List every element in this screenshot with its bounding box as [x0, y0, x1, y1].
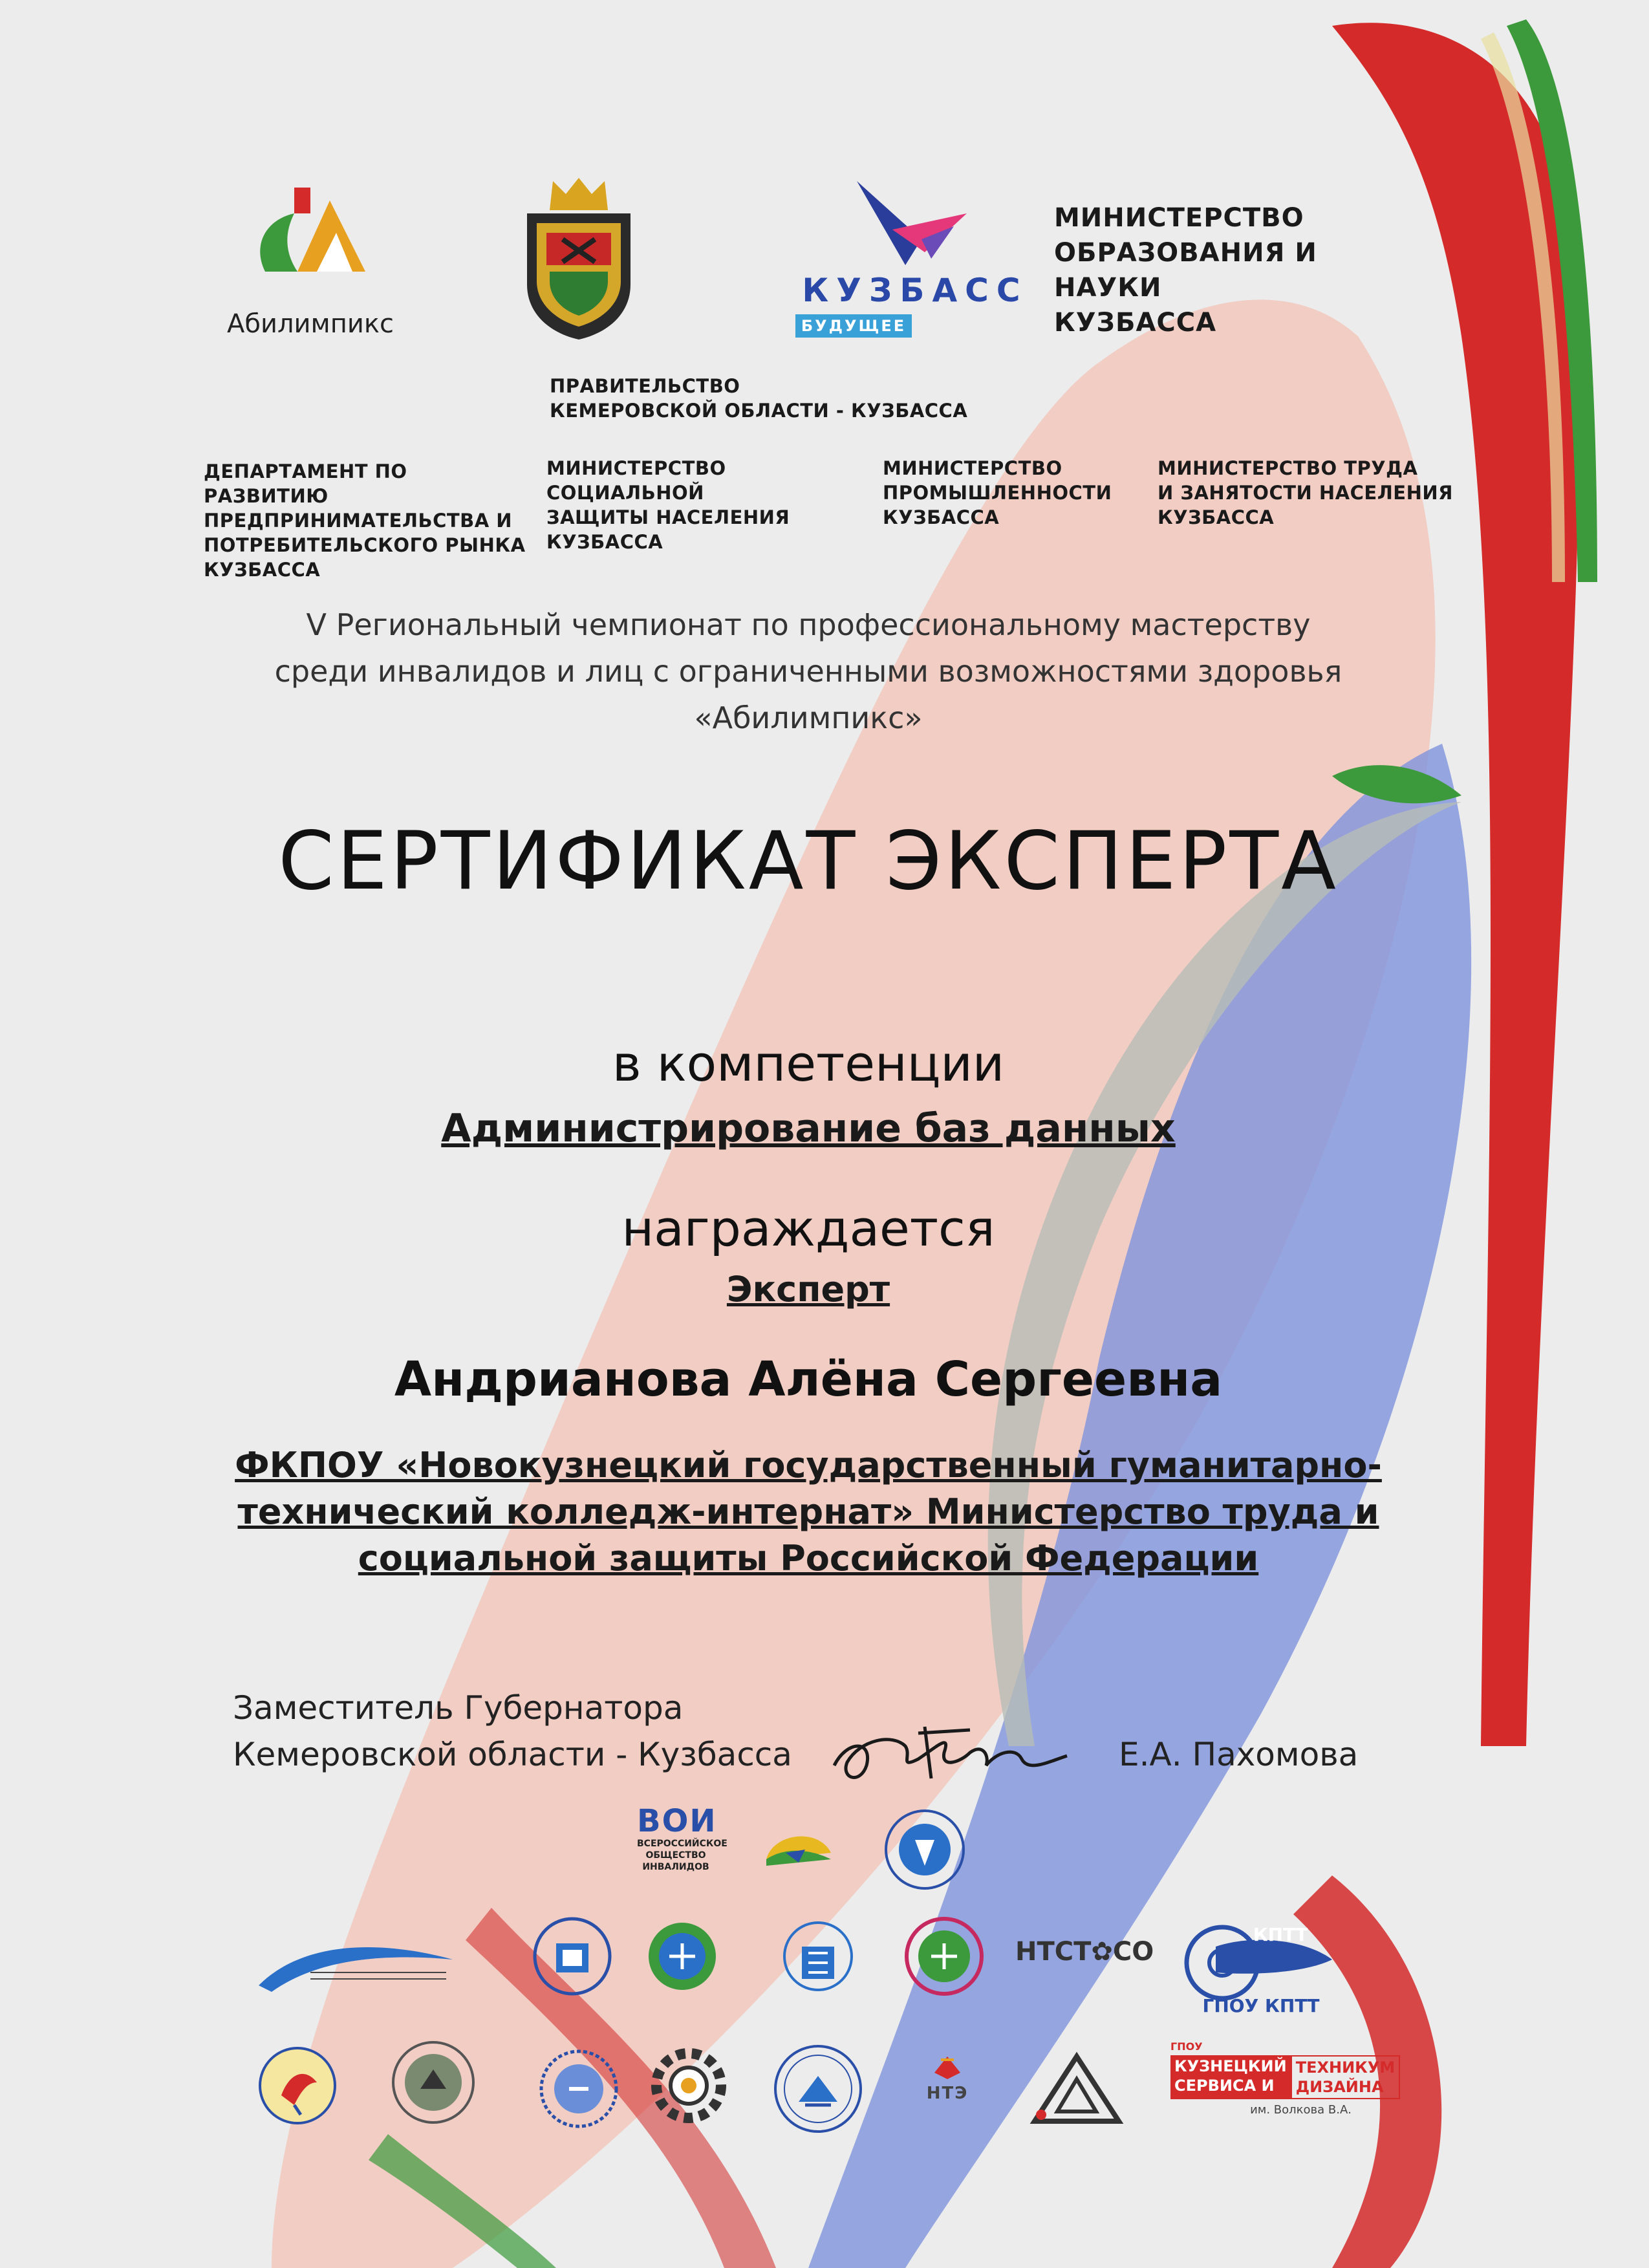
abilympics-logo — [239, 175, 388, 310]
partner-logo-society — [879, 1804, 970, 1895]
government-title: ПРАВИТЕЛЬСТВО КЕМЕРОВСКОЙ ОБЛАСТИ - КУЗБАССА — [550, 375, 968, 422]
partner-logo-emblem — [388, 2037, 479, 2128]
partner-logo-technical-college — [770, 2040, 867, 2137]
partner-logo-seal — [537, 2047, 621, 2131]
coat-of-arms-emblem — [517, 175, 640, 343]
organization-line-1: ФКПОУ «Новокузнецкий государственный гуманитарно- — [235, 1445, 1382, 1485]
department-entrepreneurship: ДЕПАРТАМЕНТ ПО РАЗВИТИЮ ПРЕДПРИНИМАТЕЛЬСТВА И ПОТРЕБИТЕЛЬСКОГО РЫНКА КУЗБАССА — [204, 460, 526, 581]
partner-logo-triangle — [1028, 2050, 1125, 2128]
competence-label: в компетенции — [612, 1035, 1005, 1092]
signer-title-1: Заместитель Губернатора — [233, 1689, 684, 1727]
kptt-top-label: КПТТ — [1253, 1924, 1308, 1945]
partner-logo-globe — [643, 1917, 721, 1995]
partner-logo-wing — [252, 1934, 459, 1998]
ministry-social-protection: МИНИСТЕРСТВО СОЦИАЛЬНОЙ ЗАЩИТЫ НАСЕЛЕНИЯ КУЗБАССА — [546, 457, 790, 553]
certificate-title: СЕРТИФИКАТ ЭКСПЕРТА — [278, 815, 1339, 908]
partner-logo-kutagis — [773, 1908, 863, 1998]
ministry-education-title: МИНИСТЕРСТВО ОБРАЗОВАНИЯ И НАУКИ КУЗБАССА — [1054, 203, 1317, 338]
abilympics-caption: Абилимпикс — [226, 309, 394, 339]
organization-line-3: социальной защиты Российской Федерации — [358, 1538, 1259, 1579]
kptt-bottom-label: ГПОУ КПТТ — [1202, 1995, 1320, 2016]
ministry-industry: МИНИСТЕРСТВО ПРОМЫШЛЕННОСТИ КУЗБАССА — [883, 457, 1112, 528]
event-line-1: V Региональный чемпионат по профессиональному мастерству — [306, 607, 1311, 642]
partner-logo-kuznetsk-technicum: ГПОУ КУЗНЕЦКИЙ СЕРВИСА И ТЕХНИКУМ ДИЗАЙНА им. Волкова В.А. — [1170, 2040, 1352, 2131]
competence-name: Администрирование баз данных — [441, 1106, 1176, 1151]
event-line-2: среди инвалидов и лиц с ограниченными возможностями здоровья — [274, 654, 1342, 689]
signer-name: Е.А. Пахомова — [1119, 1736, 1359, 1773]
ministry-labour: МИНИСТЕРСТВО ТРУДА И ЗАНЯТОСТИ НАСЕЛЕНИЯ КУЗБАССА — [1158, 457, 1453, 528]
kuzbass-sub: БУДУЩЕЕ — [795, 314, 912, 338]
partner-logo-bird — [255, 2044, 339, 2128]
signature-handwriting — [821, 1707, 1093, 1798]
role-name: Эксперт — [726, 1269, 890, 1310]
awarded-label: награждается — [621, 1200, 995, 1257]
kuzbass-wordmark: КУЗБАСС — [802, 272, 1028, 309]
event-line-3: «Абилимпикс» — [694, 700, 923, 735]
voi-logo: ВОИ ВСЕРОССИЙСКОЕ ОБЩЕСТВО ИНВАЛИДОВ — [637, 1803, 727, 1872]
signer-title-2: Кемеровской области - Кузбасса — [233, 1736, 792, 1773]
partner-logo-sun — [760, 1814, 837, 1879]
ntet-label: НТЭ — [926, 2084, 969, 2103]
partner-logo-ktpd — [902, 1914, 986, 1998]
organization-line-2: технический колледж-интернат» Министерство труда и — [237, 1491, 1379, 1532]
partner-logo-ntstso: НТСТ✿СО — [1015, 1937, 1154, 1967]
recipient-name: Андрианова Алёна Сергеевна — [394, 1352, 1223, 1407]
partner-logo-ksst — [530, 1914, 614, 1998]
gear-icon — [643, 2040, 734, 2131]
